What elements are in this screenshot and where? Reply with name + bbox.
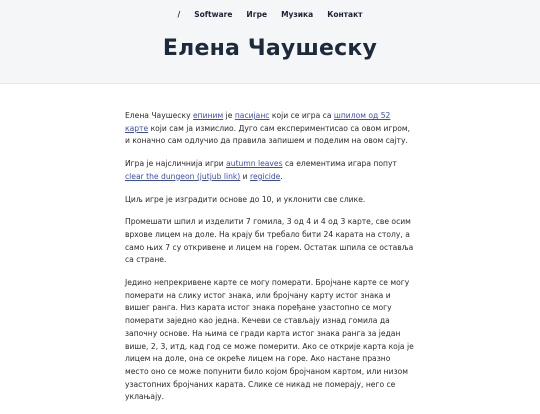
setup-paragraph: Промешати шпил и изделити 7 гомила, 3 од 4 и 4 од 3 карте, све осим врхове лицем на доле. На крају би требало бити 24 карата на столу, а само њих 7 су откривене и лицем на горем. Остатак шпила се оставља са стране. <box>125 217 414 265</box>
nav-home-link[interactable]: / <box>177 10 181 19</box>
similar-games-paragraph <box>125 158 415 183</box>
text: је <box>223 111 235 120</box>
page-title: Елена Чаушеску <box>162 36 378 61</box>
site-header <box>0 0 540 84</box>
intro-paragraph <box>125 110 415 148</box>
clear-the-dungeon-link[interactable]: clear the dungeon (jutjub link) <box>125 171 241 181</box>
text: Елена Чаушеску <box>125 111 193 120</box>
nav-games-link[interactable]: Игре <box>246 10 268 19</box>
text: који се игра са <box>269 111 334 120</box>
autumn-leaves-link[interactable]: autumn leaves <box>226 159 283 169</box>
nav-contact-link[interactable]: Контакт <box>327 10 363 19</box>
text: са елементима игара попут <box>282 159 397 169</box>
deck-link[interactable]: шпилом од 52 карте <box>125 111 391 133</box>
nav-music-link[interactable]: Музика <box>281 10 314 19</box>
text: Игра је најсличнија игри <box>125 159 227 169</box>
goal-paragraph: Циљ игре је изградити основе до 10, и уклонити све слике. <box>125 194 366 204</box>
rules-paragraph: Једино непрекривене карте се могу померати. Бројчане карте се могу померати на слику истог знака, или бројчану карту истог знака и вишег ранга. Низ карата истог знака поређане узастопно се могу померати заједно као једна. Кечеви се стављају изнад гомила да започну основе. На њима се гради карта истог знака ранга за један више, 2, 3, итд, кад год се може померити. Ако се открије карта која је лицем на доле, она се окреће лицем на горе. Ако настане празно место оно се може попунити било којом бројчаном картом, или низом узастопних бројчаних карата. Слике се никад не померају, него се уклањају. <box>125 278 414 402</box>
nav-software-link[interactable]: Software <box>194 10 233 19</box>
pasijans-link[interactable]: пасијанс <box>234 111 270 120</box>
epinim-link[interactable]: епиним <box>193 111 224 120</box>
top-nav <box>0 10 540 19</box>
text: који сам ја измислио. Дуго сам експериментисао са овом игром, и коначно сам одлучио да правила запишем и поделим на овом сајту. <box>125 123 411 146</box>
article-content <box>125 110 415 414</box>
regicide-link[interactable]: regicide <box>250 171 281 181</box>
text: и <box>240 171 251 181</box>
text: . <box>280 171 283 181</box>
